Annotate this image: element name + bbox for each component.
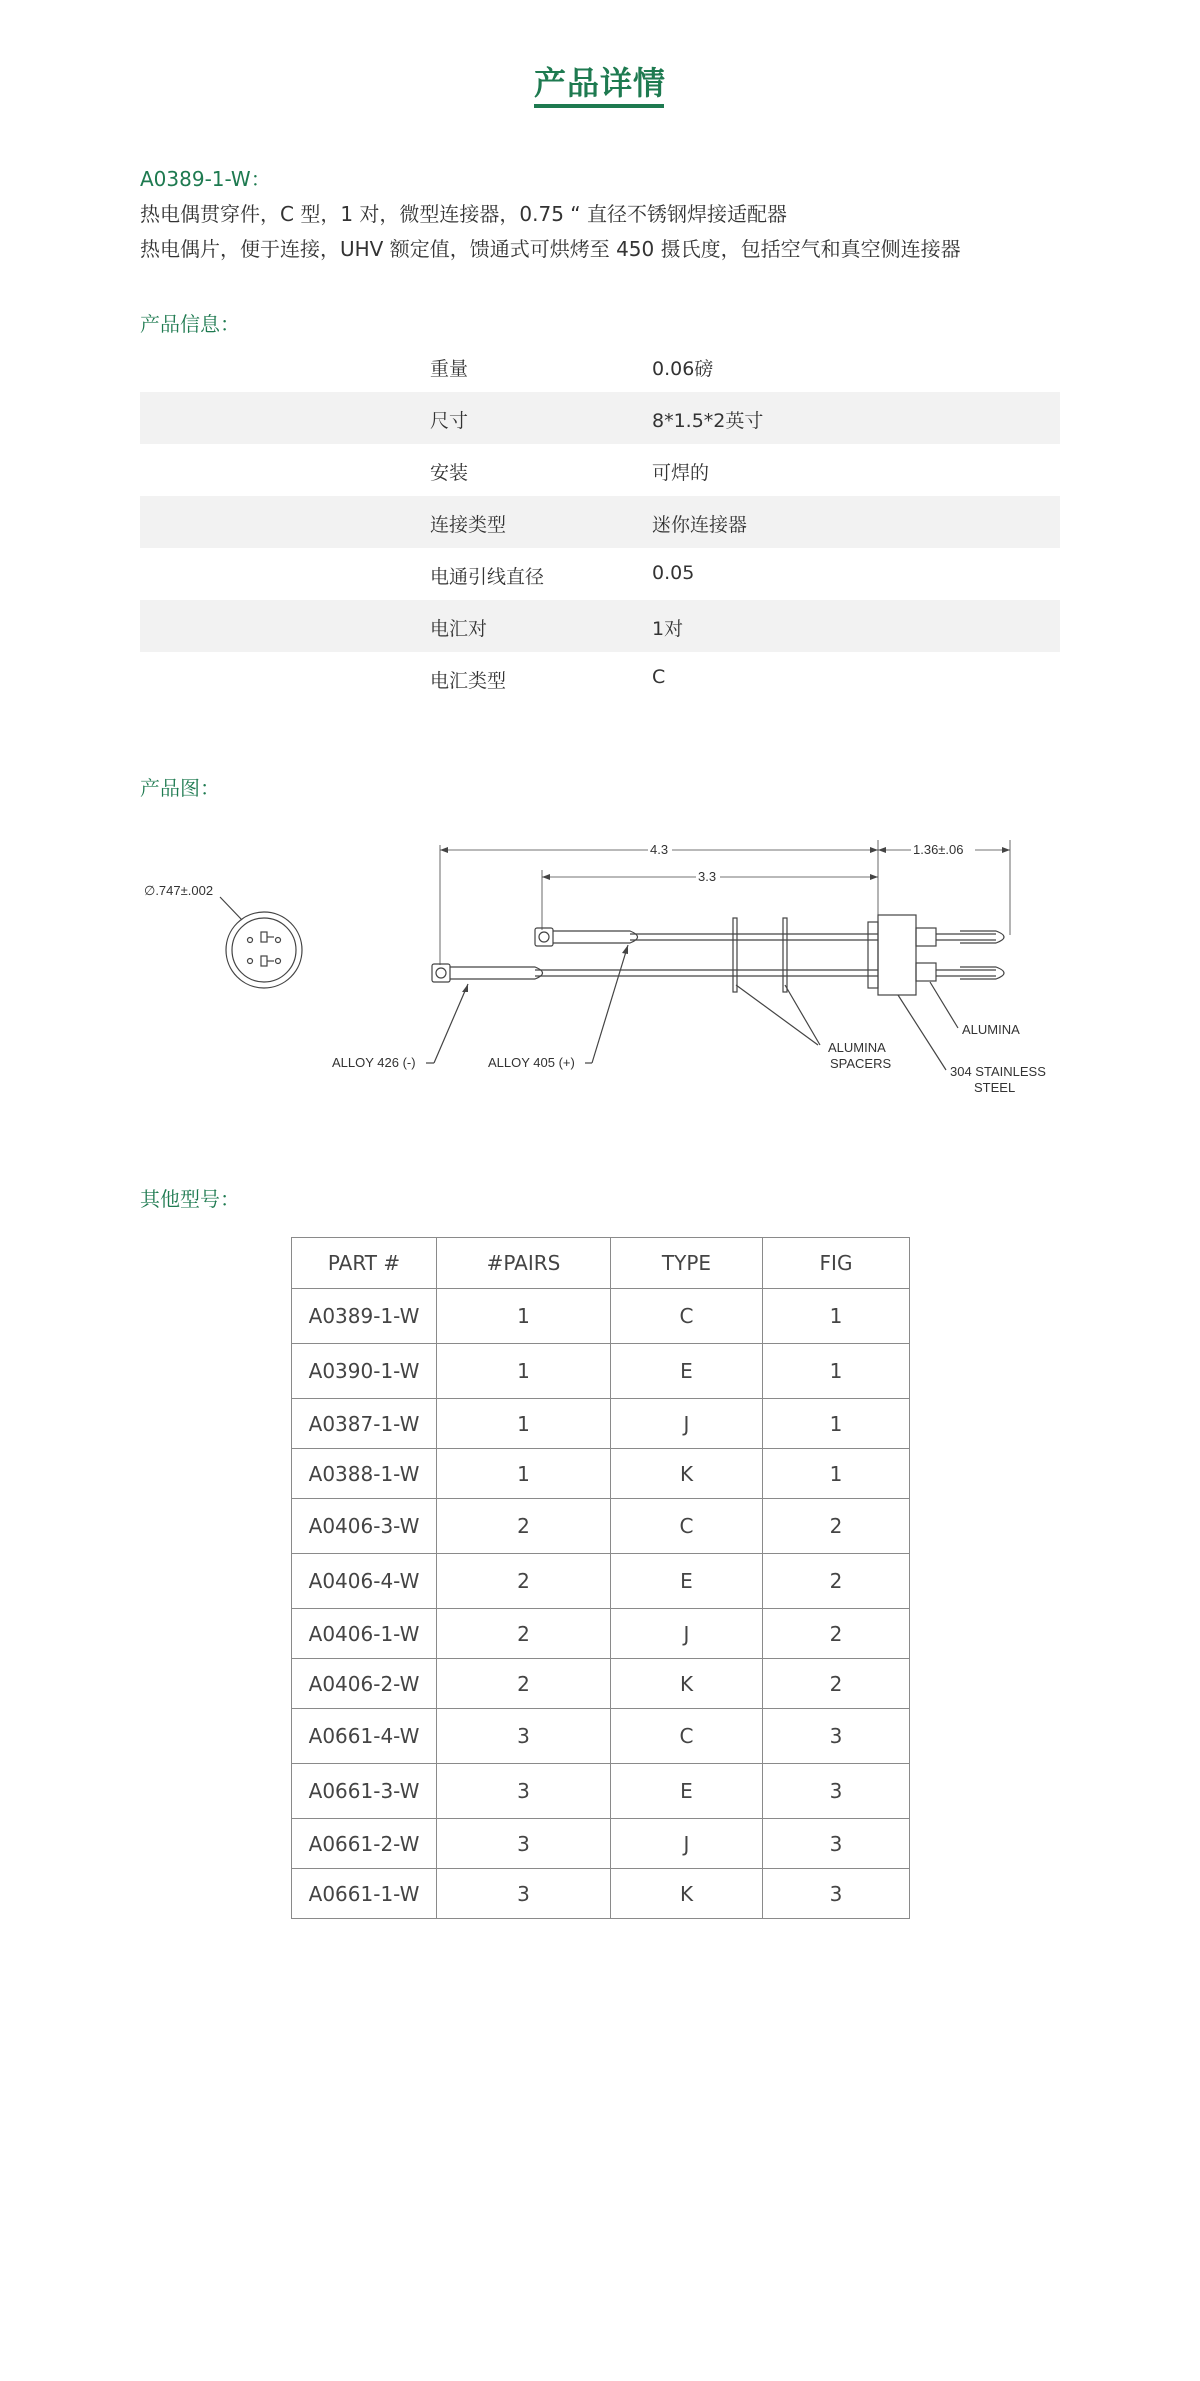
- cell-part: A0389-1-W: [292, 1289, 437, 1344]
- label-steel-2: STEEL: [974, 1080, 1016, 1095]
- label-alloy-426: ALLOY 426 (-): [332, 1055, 416, 1070]
- callouts: [332, 945, 1046, 1095]
- info-row: [140, 548, 1060, 600]
- product-figure-heading: 产品图：: [140, 776, 220, 800]
- info-row: [140, 392, 1060, 444]
- info-value: 可焊的: [652, 462, 710, 484]
- info-row: [140, 600, 1060, 652]
- cell-part: A0406-4-W: [292, 1554, 437, 1609]
- cell-pairs: 3: [437, 1709, 611, 1764]
- product-drawing: [130, 820, 1050, 1100]
- cell-fig: 2: [763, 1499, 910, 1554]
- table-row: [292, 1659, 910, 1709]
- description-line-2: 热电偶片，便于连接，UHV 额定值，馈通式可烘烤至 450 摄氏度，包括空气和真空侧连接器: [140, 237, 961, 261]
- product-info-heading: 产品信息：: [140, 312, 240, 336]
- description-line-1: 热电偶贯穿件，C 型，1 对，微型连接器，0.75 “ 直径不锈钢焊接适配器: [140, 202, 788, 226]
- cell-type: J: [611, 1609, 763, 1659]
- info-label: 电汇类型: [430, 670, 507, 692]
- cell-part: A0387-1-W: [292, 1399, 437, 1449]
- cell-fig: 2: [763, 1554, 910, 1609]
- cell-fig: 1: [763, 1289, 910, 1344]
- dim-overall: 4.3: [650, 842, 669, 857]
- cell-type: K: [611, 1449, 763, 1499]
- diameter-label: ∅.747±.002: [144, 883, 214, 898]
- lower-lead: [432, 964, 878, 982]
- cell-fig: 1: [763, 1344, 910, 1399]
- info-row: [140, 340, 1060, 392]
- cell-fig: 3: [763, 1709, 910, 1764]
- models-table-body: [292, 1289, 910, 1919]
- table-header-row: [292, 1238, 910, 1289]
- cell-pairs: 2: [437, 1554, 611, 1609]
- cell-type: C: [611, 1289, 763, 1344]
- cell-pairs: 1: [437, 1289, 611, 1344]
- dim-end: 1.36±.06: [913, 842, 964, 857]
- label-alumina: ALUMINA: [962, 1022, 1020, 1037]
- info-label: 连接类型: [430, 514, 507, 536]
- info-label: 重量: [430, 358, 469, 380]
- cell-fig: 3: [763, 1819, 910, 1869]
- table-row: [292, 1764, 910, 1819]
- label-steel-1: 304 STAINLESS: [950, 1064, 1046, 1079]
- cell-pairs: 2: [437, 1499, 611, 1554]
- cell-part: A0661-3-W: [292, 1764, 437, 1819]
- end-view: [144, 883, 302, 988]
- table-row: [292, 1499, 910, 1554]
- cell-pairs: 3: [437, 1869, 611, 1919]
- cell-fig: 3: [763, 1869, 910, 1919]
- cell-fig: 1: [763, 1399, 910, 1449]
- info-label: 电汇对: [430, 618, 488, 640]
- header-part: PART #: [292, 1238, 437, 1289]
- cell-part: A0661-4-W: [292, 1709, 437, 1764]
- table-row: [292, 1609, 910, 1659]
- label-spacers-1: ALUMINA: [828, 1040, 886, 1055]
- page-title: 产品详情: [533, 64, 666, 102]
- cell-pairs: 2: [437, 1609, 611, 1659]
- cell-type: E: [611, 1344, 763, 1399]
- cell-part: A0388-1-W: [292, 1449, 437, 1499]
- info-label: 安装: [430, 462, 469, 484]
- info-row: [140, 444, 1060, 496]
- cell-type: E: [611, 1764, 763, 1819]
- info-value: 0.05: [652, 562, 695, 584]
- cell-type: K: [611, 1659, 763, 1709]
- header-type: TYPE: [611, 1238, 763, 1289]
- cell-pairs: 1: [437, 1344, 611, 1399]
- cell-part: A0661-1-W: [292, 1869, 437, 1919]
- label-spacers-2: SPACERS: [830, 1056, 892, 1071]
- cell-part: A0661-2-W: [292, 1819, 437, 1869]
- cell-pairs: 3: [437, 1819, 611, 1869]
- table-row: [292, 1449, 910, 1499]
- cell-type: C: [611, 1499, 763, 1554]
- cell-pairs: 3: [437, 1764, 611, 1819]
- table-row: [292, 1709, 910, 1764]
- cell-type: J: [611, 1819, 763, 1869]
- info-row: [140, 496, 1060, 548]
- info-row: [140, 652, 1060, 704]
- table-row: [292, 1819, 910, 1869]
- table-row: [292, 1554, 910, 1609]
- dim-inner: 3.3: [698, 869, 717, 884]
- cell-part: A0406-3-W: [292, 1499, 437, 1554]
- cell-part: A0406-1-W: [292, 1609, 437, 1659]
- cell-pairs: 1: [437, 1449, 611, 1499]
- info-value: C: [652, 666, 666, 688]
- header-pairs: #PAIRS: [437, 1238, 611, 1289]
- info-value: 0.06磅: [652, 358, 714, 380]
- cell-fig: 3: [763, 1764, 910, 1819]
- feedthrough-body: [868, 915, 1004, 995]
- cell-type: C: [611, 1709, 763, 1764]
- info-label: 尺寸: [430, 410, 469, 432]
- other-models-heading: 其他型号：: [140, 1187, 240, 1211]
- product-info-table: [140, 340, 1060, 704]
- table-row: [292, 1399, 910, 1449]
- table-row: [292, 1344, 910, 1399]
- table-row: [292, 1869, 910, 1919]
- cell-fig: 2: [763, 1609, 910, 1659]
- cell-type: K: [611, 1869, 763, 1919]
- cell-part: A0390-1-W: [292, 1344, 437, 1399]
- model-label: A0389-1-W：: [140, 167, 271, 191]
- label-alloy-405: ALLOY 405 (+): [488, 1055, 575, 1070]
- cell-pairs: 2: [437, 1659, 611, 1709]
- models-table: [291, 1237, 910, 1919]
- cell-type: E: [611, 1554, 763, 1609]
- info-label: 电通引线直径: [430, 566, 545, 588]
- table-row: [292, 1289, 910, 1344]
- cell-pairs: 1: [437, 1399, 611, 1449]
- title-underline: [534, 104, 664, 108]
- cell-part: A0406-2-W: [292, 1659, 437, 1709]
- info-value: 8*1.5*2英寸: [652, 410, 764, 432]
- upper-lead: [535, 928, 878, 946]
- info-value: 迷你连接器: [652, 514, 748, 536]
- cell-fig: 1: [763, 1449, 910, 1499]
- alumina-spacers: [733, 918, 787, 992]
- info-value: 1对: [652, 618, 684, 640]
- cell-fig: 2: [763, 1659, 910, 1709]
- cell-type: J: [611, 1399, 763, 1449]
- header-fig: FIG: [763, 1238, 910, 1289]
